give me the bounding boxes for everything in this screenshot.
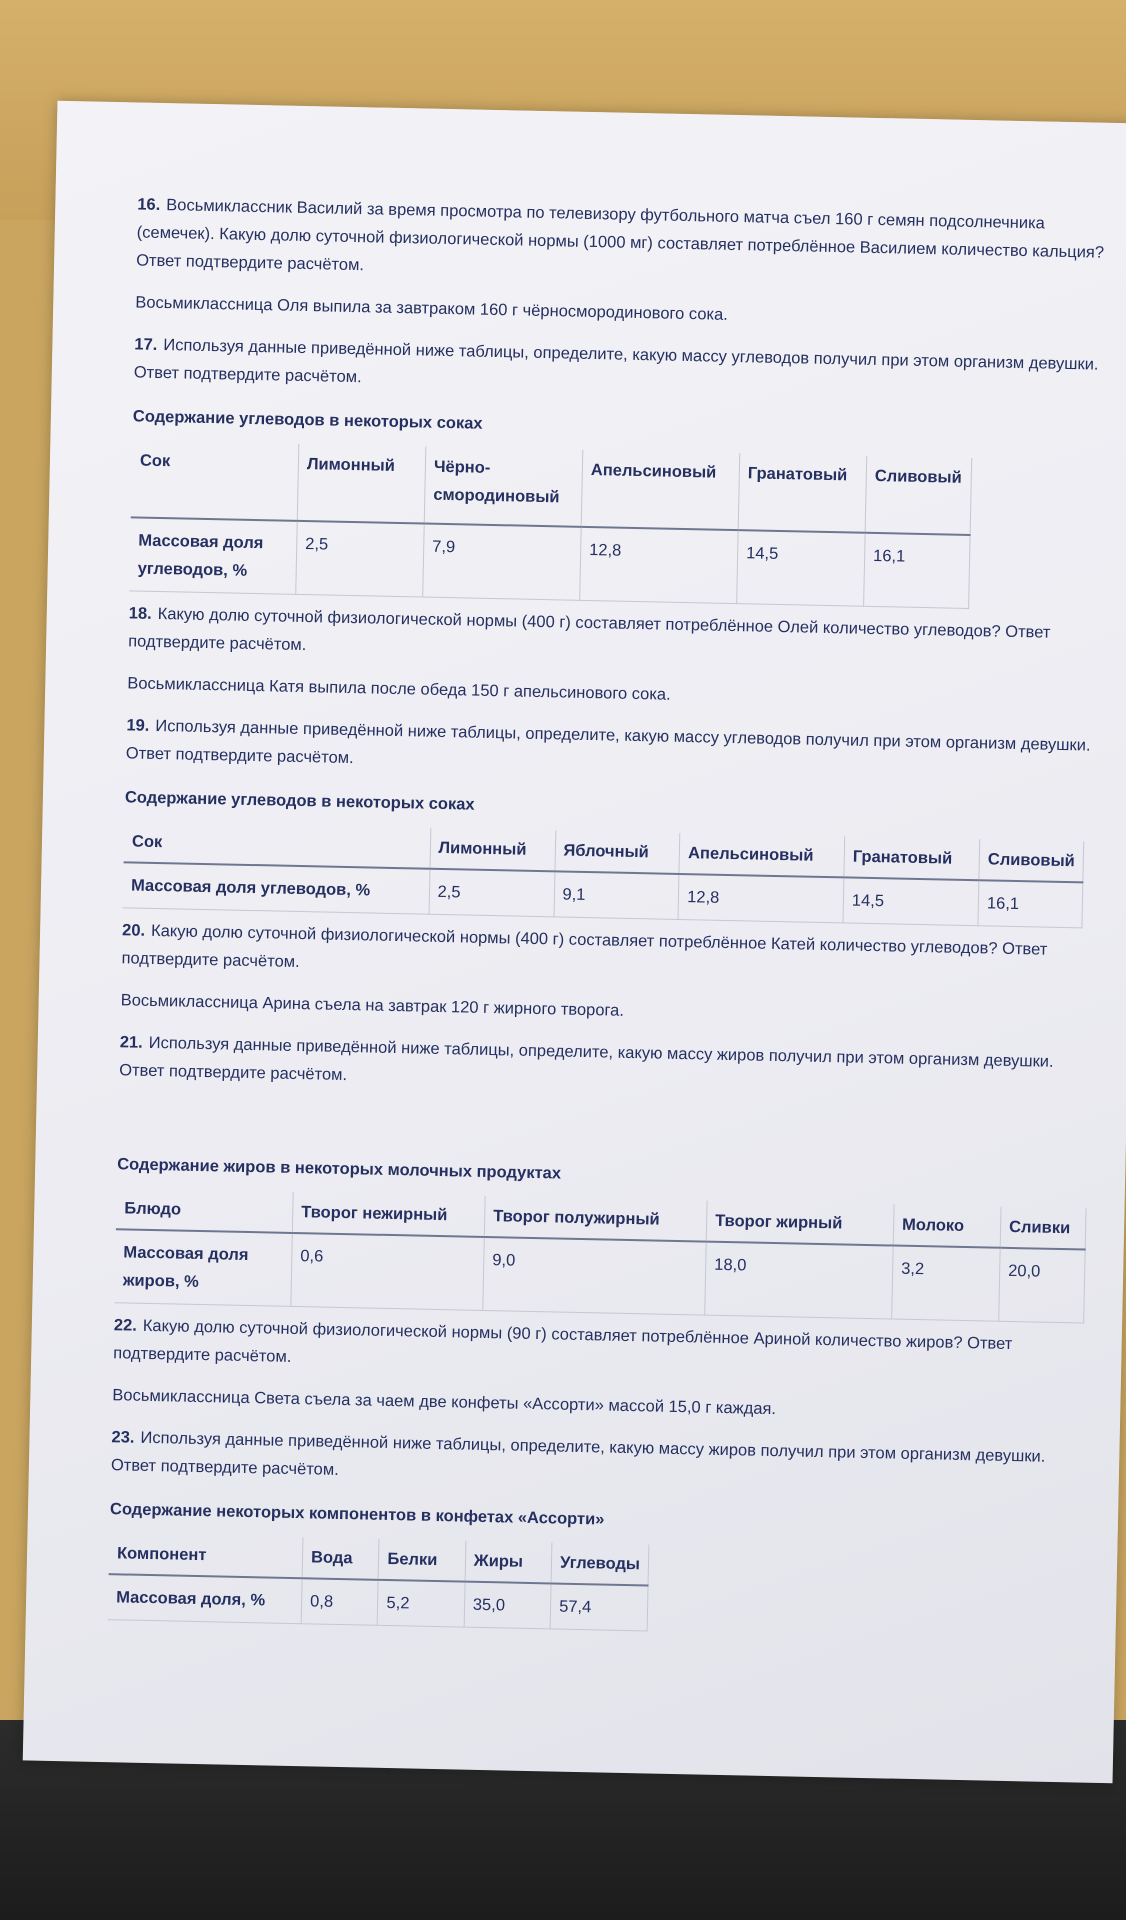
worksheet-content <box>108 190 1118 1648</box>
header-cell: Сок <box>131 440 299 520</box>
question-text: Используя данные приведённой ниже таблицы, определите, какую массу жиров получил при этом организм девушки. Ответ подтвердите расчётом. <box>119 1033 1054 1085</box>
question-number: 22. <box>113 1316 137 1335</box>
question-21 <box>119 1028 1100 1105</box>
table-cell: 14,5 <box>737 530 866 606</box>
table-caption: Содержание некоторых компонентов в конфетах «Ассорти» <box>109 1500 605 1529</box>
table-cell: 0,6 <box>291 1233 484 1311</box>
table-caption: Содержание углеводов в некоторых соках <box>132 407 483 433</box>
header-cell: Сливки <box>1000 1207 1086 1250</box>
question-19 <box>126 711 1107 788</box>
header-cell: Апельсиновый <box>581 450 740 530</box>
question-number: 20. <box>121 921 146 940</box>
question-16 <box>136 190 1118 295</box>
question-text: Используя данные приведённой ниже таблицы, определите, какую массу жиров получил при этом организм девушки. Ответ подтвердите расчётом. <box>110 1428 1046 1479</box>
table-caption: Содержание углеводов в некоторых соках <box>124 788 475 814</box>
table-cell: 12,8 <box>678 874 844 923</box>
fat-dairy-table <box>114 1188 1086 1323</box>
header-cell: Вода <box>302 1537 379 1580</box>
intro-olya: Восьмиклассница Оля выпила за завтраком 160 г чёрносмородинового сока. <box>135 293 729 324</box>
question-number: 23. <box>111 1428 135 1447</box>
table-cell: 9,0 <box>483 1237 706 1315</box>
question-text: Какую долю суточной физиологической нормы (400 г) составляет потреблённое Катей количество углеводов? Ответ подтвердите расчётом. <box>121 921 1048 972</box>
table-cell: 12,8 <box>580 527 739 604</box>
table-cell: 57,4 <box>550 1583 648 1631</box>
header-cell: Сливовый <box>979 839 1084 882</box>
table-cell: 16,1 <box>978 880 1083 928</box>
table-caption: Содержание жиров в некоторых молочных продуктах <box>117 1155 562 1183</box>
row-label: Массовая доля, % <box>108 1574 302 1624</box>
table-cell: 5,2 <box>378 1580 465 1627</box>
header-cell: Творог нежирный <box>292 1192 485 1237</box>
table-cell: 3,2 <box>892 1246 1001 1322</box>
row-label: Массовая доля углеводов, % <box>123 862 430 914</box>
question-text: Восьмиклассник Василий за время просмотра по телевизору футбольного матча съел 160 г семян подсолнечника (семечек). Какую долю суточной физиологической нормы (1000 мг) составляет потреблённое Василием количество кальция? Ответ подтвердите расчётом. <box>135 196 1105 275</box>
table-cell: 9,1 <box>554 871 680 919</box>
row-label: Массовая доля жиров, % <box>114 1229 292 1306</box>
question-23 <box>111 1423 1092 1500</box>
carbs-juice-table-2 <box>123 821 1085 928</box>
question-text: Используя данные приведённой ниже таблицы, определите, какую массу углеводов получил при этом организм девушки. Ответ подтвердите расчётом. <box>125 716 1091 768</box>
table-cell: 2,5 <box>429 869 555 917</box>
question-text: Какую долю суточной физиологической нормы (90 г) составляет потреблённое Ариной количество жиров? Ответ подтвердите расчётом. <box>113 1316 1013 1366</box>
table-cell: 14,5 <box>843 877 979 925</box>
intro-arina: Восьмиклассница Арина съела на завтрак 120 г жирного творога. <box>120 991 625 1020</box>
worksheet-page <box>23 101 1126 1783</box>
header-cell: Гранатовый <box>738 453 867 533</box>
table-cell: 7,9 <box>423 524 582 601</box>
header-cell: Чёрно-смородиновый <box>424 447 583 527</box>
table-cell: 18,0 <box>705 1242 893 1319</box>
header-cell: Творог полужирный <box>484 1196 707 1242</box>
header-cell: Компонент <box>109 1533 303 1578</box>
header-cell: Гранатовый <box>844 836 980 880</box>
header-cell: Сок <box>124 821 431 868</box>
table-cell: 0,8 <box>301 1578 378 1625</box>
header-cell: Яблочный <box>555 830 681 874</box>
table-cell: 16,1 <box>864 533 971 609</box>
table-cell: 20,0 <box>999 1248 1086 1323</box>
row-label: Массовая доля углеводов, % <box>129 517 297 594</box>
question-number: 16. <box>137 195 161 214</box>
question-number: 21. <box>119 1033 143 1052</box>
question-number: 19. <box>126 716 150 735</box>
question-20 <box>121 916 1102 993</box>
header-cell: Апельсиновый <box>679 833 845 877</box>
question-18 <box>128 599 1109 676</box>
header-cell: Жиры <box>465 1541 552 1584</box>
question-17 <box>134 330 1115 407</box>
header-cell: Лимонный <box>430 828 556 872</box>
candy-components-table <box>108 1533 650 1631</box>
table-cell: 2,5 <box>296 521 425 597</box>
header-cell: Молоко <box>893 1205 1001 1248</box>
table-cell: 35,0 <box>464 1582 551 1629</box>
question-number: 17. <box>134 335 158 354</box>
question-text: Какую долю суточной физиологической нормы (400 г) составляет потреблённое Олей количество углеводов? Ответ подтвердите расчётом. <box>128 604 1051 655</box>
header-cell: Белки <box>379 1539 466 1582</box>
question-text: Используя данные приведённой ниже таблицы, определите, какую массу углеводов получил при этом организм девушки. Ответ подтвердите расчётом. <box>133 336 1099 387</box>
header-cell: Творог жирный <box>706 1201 894 1246</box>
question-22 <box>113 1311 1094 1388</box>
header-cell: Сливовый <box>865 456 972 535</box>
header-cell: Блюдо <box>116 1188 293 1233</box>
header-cell: Углеводы <box>551 1542 649 1585</box>
blank-space <box>118 1098 1099 1155</box>
intro-sveta: Восьмиклассница Света съела за чаем две конфеты «Ассорти» массой 15,0 г каждая. <box>112 1386 777 1419</box>
question-number: 18. <box>128 604 152 623</box>
header-cell: Лимонный <box>297 444 426 524</box>
carbs-juice-table-1 <box>129 440 972 609</box>
intro-katya: Восьмиклассница Катя выпила после обеда 150 г апельсинового сока. <box>127 674 671 704</box>
